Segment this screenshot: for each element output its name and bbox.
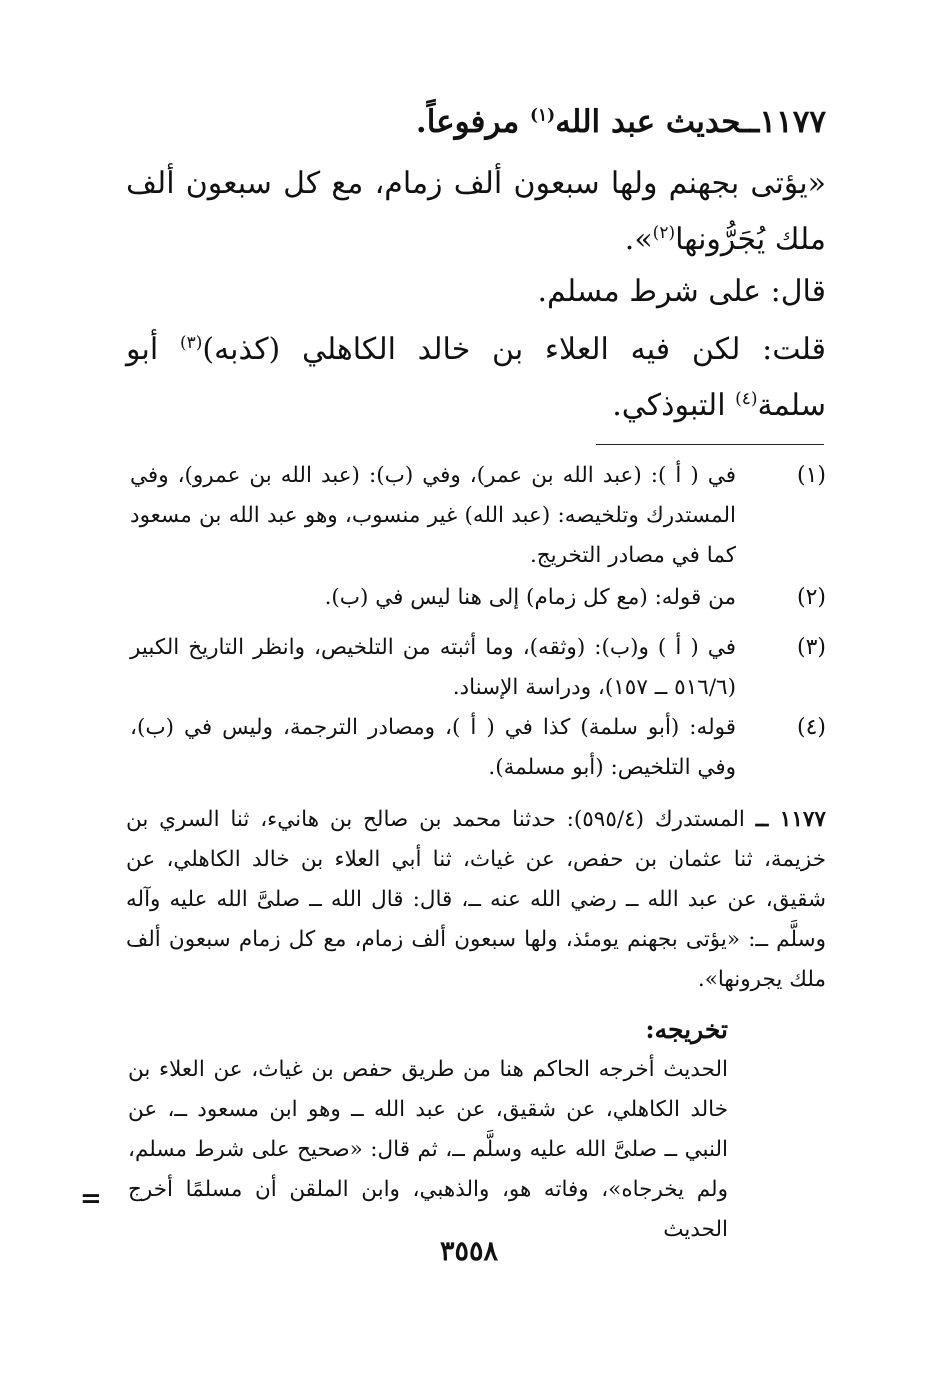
takhrij-title: تخريجه:	[645, 1015, 728, 1044]
hadith-heading-tail: مرفوعاً.	[415, 104, 530, 140]
source-paragraph	[126, 800, 826, 1000]
qala-line: قال: على شرط مسلم.	[537, 274, 826, 309]
footnote-ref-2[interactable]: (٢)	[652, 223, 676, 243]
footnote-divider	[596, 444, 824, 445]
takhrij-text: الحديث أخرجه الحاكم هنا من طريق حفص بن غياث، عن العلاء بن خالد الكاهلي، عن شقيق، عن عبد الله ــ وهو ابن مسعود ــ، عن النبي ــ صلىَّ الله عليه وسلَّم ــ، ثم قال: «صحيح على شرط مسلم، ولم يخرجاه»، وفاته هو، والذهبي، وابن الملقن أن مسلمًا أخرج الحديث	[128, 1057, 728, 1242]
qultu-name: أبو سلمة	[126, 332, 826, 423]
footnote-text: في ( أ ): (عبد الله بن عمر)، وفي (ب): (عبد الله بن عمرو)، وفي المستدرك وتلخيصه: (عبد الله) غير منسوب، وهو عبد الله بن مسعود كما في مصادر التخريج.	[130, 463, 736, 568]
footnote-ref-3[interactable]: (٣)	[179, 333, 203, 353]
hadith-text-close: ».	[624, 222, 653, 257]
hadith-number: ١١٧٧ــ	[741, 104, 826, 140]
footnote-number: (١)	[796, 463, 826, 488]
footnote-text: قوله: (أبو سلمة) كذا في ( أ )، ومصادر الترجمة، وليس في (ب)، وفي التلخيص: (أبو مسلمة).	[130, 715, 736, 780]
continuation-mark: =	[80, 1184, 102, 1214]
hadith-text	[126, 156, 826, 268]
footnote-number: (٣)	[796, 635, 826, 660]
footnote-number: (٢)	[796, 585, 826, 610]
footnote-ref-4[interactable]: (٤)	[735, 389, 758, 409]
qultu-text: قلت: لكن فيه العلاء بن خالد الكاهلي (كذبه)	[202, 332, 827, 367]
hadith-heading	[126, 102, 826, 142]
page-number: ٣٥٥٨	[439, 1236, 498, 1267]
footnote-ref-1[interactable]: (١)	[529, 105, 556, 126]
hadith-heading-text: حديث عبد الله	[555, 104, 742, 140]
footnote-text: من قوله: (مع كل زمام) إلى هنا ليس في (ب).	[324, 585, 736, 610]
footnote-number: (٤)	[796, 715, 826, 740]
footnote-text: في ( أ ) و(ب): (وثقه)، وما أثبته من التلخيص، وانظر التاريخ الكبير (٥١٦/٦ ــ ١٥٧)، ودراسة الإسناد.	[130, 635, 736, 700]
hadith-text-body: «يؤتى بجهنم ولها سبعون ألف زمام، مع كل سبعون ألف ملك يُجَرُّونها	[126, 166, 826, 257]
qultu-close: التبوذكي.	[612, 388, 736, 423]
source-number: ١١٧٧ ــ	[755, 807, 826, 832]
source-text: المستدرك (٥٩٥/٤): حدثنا محمد بن صالح بن هانيء، ثنا السري بن خزيمة، ثنا عثمان بن حفص، عن غياث، ثنا أبي العلاء بن خالد الكاهلي، عن شقيق، عن عبد الله ــ رضي الله عنه ــ، قال: قال الله ــ صلىَّ الله عليه وآله وسلَّم ــ: «يؤتى بجهنم يومئذ، ولها سبعون ألف زمام، مع كل زمام سبعون ألف ملك يجرونها».	[126, 807, 826, 992]
qultu-paragraph	[126, 322, 826, 434]
